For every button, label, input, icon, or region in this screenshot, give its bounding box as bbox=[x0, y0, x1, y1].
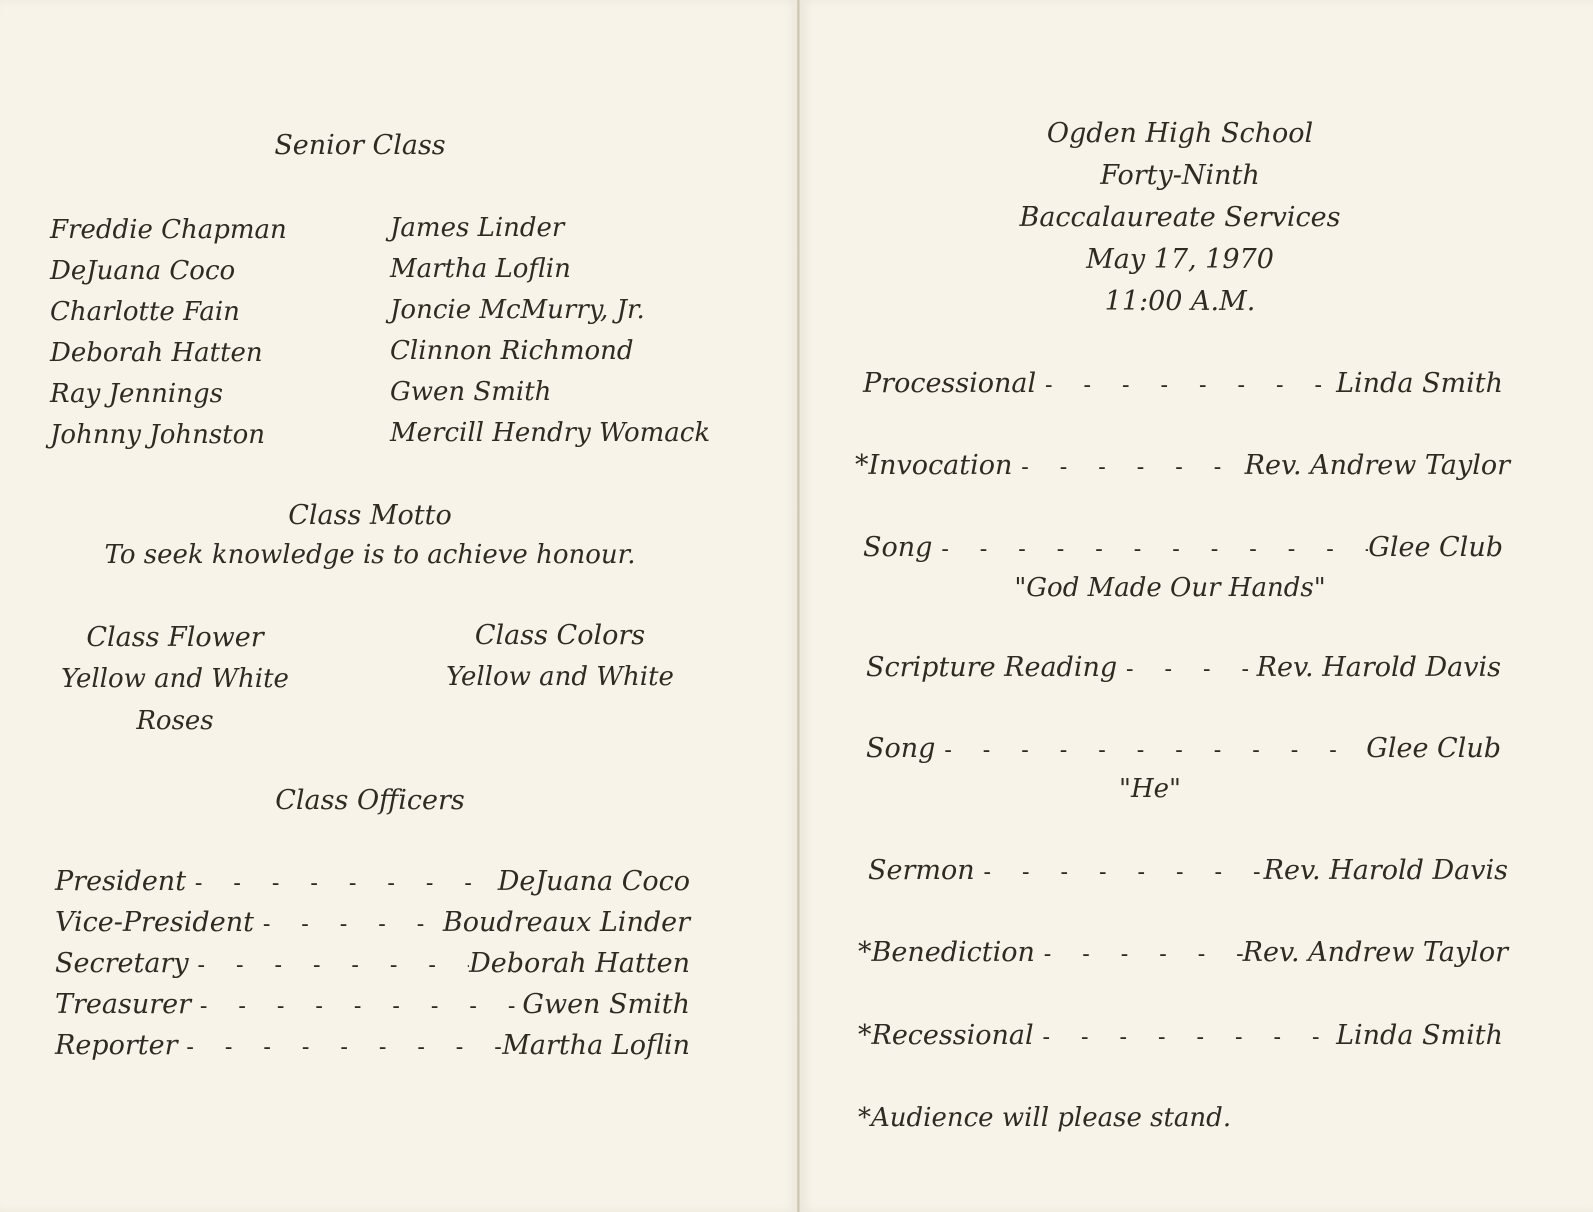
song-title: "He" bbox=[1119, 774, 1181, 804]
class-motto-text: To seek knowledge is to achieve honour. bbox=[104, 540, 636, 570]
officer-name: Boudreaux Linder bbox=[442, 907, 690, 938]
officer-name: Martha Loflin bbox=[502, 1030, 690, 1061]
leader-dots bbox=[186, 871, 498, 896]
class-flower-line1: Yellow and White bbox=[61, 664, 289, 694]
class-colors-heading: Class Colors bbox=[474, 620, 646, 651]
senior-name: Ray Jennings bbox=[50, 379, 223, 409]
program-item: Processional bbox=[863, 368, 1037, 399]
senior-name: Joncie McMurry, Jr. bbox=[390, 295, 645, 325]
program-item: *Benediction bbox=[858, 937, 1035, 968]
officer-row bbox=[55, 907, 690, 938]
program-participant: Linda Smith bbox=[1336, 368, 1503, 399]
senior-name: Charlotte Fain bbox=[50, 297, 240, 327]
leader-dots bbox=[1035, 942, 1243, 967]
program-participant: Rev. Harold Davis bbox=[1263, 855, 1508, 886]
leader-dots bbox=[975, 860, 1264, 885]
officer-role: Treasurer bbox=[55, 989, 192, 1020]
program-row bbox=[866, 652, 1501, 683]
service-date: May 17, 1970 bbox=[1086, 244, 1274, 275]
leader-dots bbox=[1036, 373, 1336, 398]
program-participant: Rev. Andrew Taylor bbox=[1244, 450, 1510, 481]
class-motto-heading: Class Motto bbox=[288, 500, 452, 531]
officer-role: President bbox=[55, 866, 187, 897]
program-item: Scripture Reading bbox=[866, 652, 1118, 683]
leader-dots bbox=[178, 1035, 503, 1060]
program-participant: Rev. Andrew Taylor bbox=[1242, 937, 1508, 968]
officer-row bbox=[55, 866, 690, 897]
leader-dots bbox=[189, 953, 470, 978]
school-name: Ogden High School bbox=[1046, 118, 1314, 149]
class-flower-heading: Class Flower bbox=[86, 622, 264, 653]
senior-name: Johnny Johnston bbox=[50, 420, 266, 450]
senior-name: Gwen Smith bbox=[390, 377, 552, 407]
officer-role: Reporter bbox=[55, 1030, 178, 1061]
leader-dots bbox=[1034, 1025, 1336, 1050]
senior-name: Martha Loflin bbox=[390, 254, 571, 284]
senior-name: Deborah Hatten bbox=[50, 338, 263, 368]
officer-name: DeJuana Coco bbox=[497, 866, 690, 897]
officer-name: Gwen Smith bbox=[522, 989, 690, 1020]
officer-role: Vice-President bbox=[55, 907, 254, 938]
senior-name: Freddie Chapman bbox=[50, 215, 287, 245]
program-participant: Linda Smith bbox=[1336, 1020, 1503, 1051]
program-participant: Glee Club bbox=[1366, 733, 1501, 764]
program-row bbox=[863, 532, 1503, 563]
class-officers-heading: Class Officers bbox=[275, 785, 465, 816]
program-row bbox=[868, 855, 1508, 886]
service-time: 11:00 A.M. bbox=[1104, 286, 1256, 317]
program-item: Song bbox=[863, 532, 933, 563]
senior-name: Clinnon Richmond bbox=[390, 336, 634, 366]
class-flower-line2: Roses bbox=[136, 706, 214, 736]
footnote: *Audience will please stand. bbox=[858, 1103, 1232, 1133]
officer-role: Secretary bbox=[55, 948, 189, 979]
officer-row bbox=[55, 948, 690, 979]
program-item: *Recessional bbox=[858, 1020, 1034, 1051]
leader-dots bbox=[191, 994, 522, 1019]
senior-name: DeJuana Coco bbox=[50, 256, 236, 286]
leader-dots bbox=[935, 738, 1366, 763]
program-participant: Rev. Harold Davis bbox=[1256, 652, 1501, 683]
song-title: "God Made Our Hands" bbox=[1014, 573, 1326, 603]
program-row bbox=[855, 450, 1510, 481]
program-item: Sermon bbox=[868, 855, 975, 886]
service-title: Baccalaureate Services bbox=[1019, 202, 1341, 233]
leader-dots bbox=[932, 537, 1368, 562]
senior-class-heading: Senior Class bbox=[274, 130, 446, 161]
right-page bbox=[800, 0, 1593, 1212]
program-row bbox=[858, 1020, 1503, 1051]
program-row bbox=[858, 937, 1508, 968]
officer-name: Deborah Hatten bbox=[469, 948, 690, 979]
program-item: Song bbox=[866, 733, 936, 764]
class-colors-text: Yellow and White bbox=[446, 662, 674, 692]
program-row bbox=[866, 733, 1501, 764]
senior-name: Mercill Hendry Womack bbox=[390, 418, 711, 448]
anniversary-line: Forty-Ninth bbox=[1100, 160, 1260, 191]
leader-dots bbox=[1117, 657, 1257, 682]
leader-dots bbox=[254, 912, 443, 937]
program-row bbox=[863, 368, 1503, 399]
officer-row bbox=[55, 989, 690, 1020]
leader-dots bbox=[1012, 455, 1244, 480]
program-item: *Invocation bbox=[855, 450, 1013, 481]
senior-name: James Linder bbox=[390, 213, 565, 243]
officer-row bbox=[55, 1030, 690, 1061]
program-participant: Glee Club bbox=[1368, 532, 1503, 563]
